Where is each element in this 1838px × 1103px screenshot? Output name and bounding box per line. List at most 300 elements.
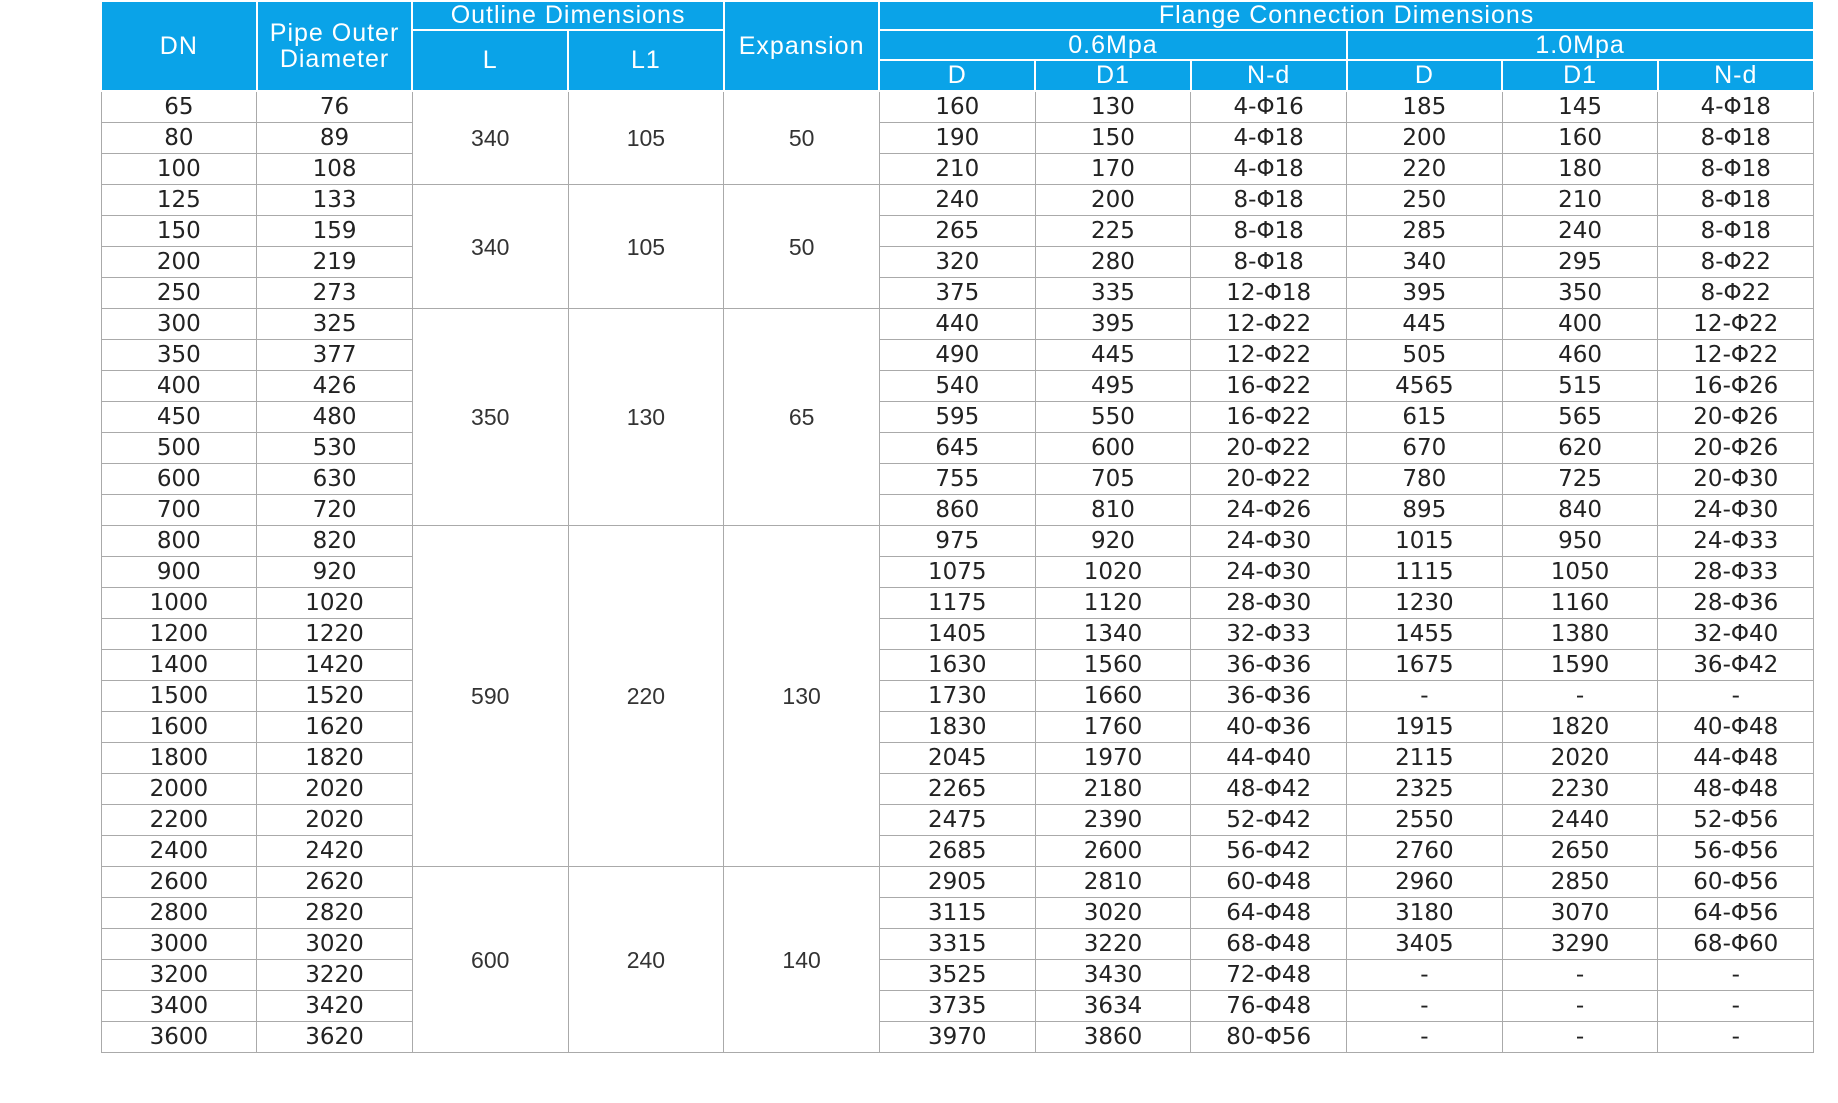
table-body <box>101 91 1814 1053</box>
cell-d1-1-0mpa: 2440 <box>1502 805 1658 836</box>
cell-dn: 100 <box>101 154 257 185</box>
cell-d-1-0mpa: 340 <box>1347 247 1503 278</box>
cell-d1-1-0mpa: 1820 <box>1502 712 1658 743</box>
cell-pipe-outer-diameter: 2620 <box>257 867 413 898</box>
cell-nd-0-6mpa: 48-Φ42 <box>1191 774 1347 805</box>
cell-dn: 3200 <box>101 960 257 991</box>
cell-d-1-0mpa: 1675 <box>1347 650 1503 681</box>
cell-pipe-outer-diameter: 820 <box>257 526 413 557</box>
cell-d1-1-0mpa: 400 <box>1502 309 1658 340</box>
cell-nd-0-6mpa: 24-Φ30 <box>1191 526 1347 557</box>
cell-d-0-6mpa: 2475 <box>879 805 1035 836</box>
cell-nd-0-6mpa: 32-Φ33 <box>1191 619 1347 650</box>
table-row <box>101 650 1814 681</box>
table-row <box>101 557 1814 588</box>
cell-d-0-6mpa: 595 <box>879 402 1035 433</box>
cell-d1-1-0mpa: 3070 <box>1502 898 1658 929</box>
cell-d-0-6mpa: 3525 <box>879 960 1035 991</box>
cell-d1-1-0mpa: - <box>1502 991 1658 1022</box>
cell-d-1-0mpa: 185 <box>1347 91 1503 123</box>
cell-nd-1-0mpa: - <box>1658 991 1814 1022</box>
cell-nd-1-0mpa: - <box>1658 1022 1814 1053</box>
cell-d1-0-6mpa: 600 <box>1035 433 1191 464</box>
cell-d1-0-6mpa: 495 <box>1035 371 1191 402</box>
cell-nd-1-0mpa: 20-Φ26 <box>1658 402 1814 433</box>
cell-dn: 800 <box>101 526 257 557</box>
cell-nd-1-0mpa: 8-Φ18 <box>1658 123 1814 154</box>
header-pressure-1-0mpa: 1.0Mpa <box>1347 30 1814 60</box>
cell-pipe-outer-diameter: 480 <box>257 402 413 433</box>
cell-d1-0-6mpa: 130 <box>1035 91 1191 123</box>
cell-pipe-outer-diameter: 530 <box>257 433 413 464</box>
cell-d-1-0mpa: 1115 <box>1347 557 1503 588</box>
cell-d1-1-0mpa: 350 <box>1502 278 1658 309</box>
cell-dn: 3600 <box>101 1022 257 1053</box>
header-l: L <box>412 30 568 91</box>
cell-d-0-6mpa: 190 <box>879 123 1035 154</box>
cell-d1-0-6mpa: 170 <box>1035 154 1191 185</box>
cell-d1-1-0mpa: 180 <box>1502 154 1658 185</box>
cell-d-1-0mpa: - <box>1347 960 1503 991</box>
cell-dn: 450 <box>101 402 257 433</box>
cell-dn: 900 <box>101 557 257 588</box>
cell-pipe-outer-diameter: 920 <box>257 557 413 588</box>
cell-nd-0-6mpa: 8-Φ18 <box>1191 185 1347 216</box>
table-row <box>101 309 1814 340</box>
cell-pipe-outer-diameter: 3020 <box>257 929 413 960</box>
cell-dn: 1500 <box>101 681 257 712</box>
cell-dn: 2200 <box>101 805 257 836</box>
cell-pipe-outer-diameter: 1820 <box>257 743 413 774</box>
cell-l: 340 <box>412 185 568 309</box>
cell-pipe-outer-diameter: 1620 <box>257 712 413 743</box>
cell-d1-0-6mpa: 705 <box>1035 464 1191 495</box>
header-d1-1-0: D1 <box>1502 60 1658 91</box>
cell-l1: 130 <box>568 309 724 526</box>
cell-nd-0-6mpa: 4-Φ18 <box>1191 123 1347 154</box>
cell-d-0-6mpa: 375 <box>879 278 1035 309</box>
cell-expansion: 140 <box>724 867 880 1053</box>
cell-d1-1-0mpa: 295 <box>1502 247 1658 278</box>
cell-pipe-outer-diameter: 108 <box>257 154 413 185</box>
cell-d1-0-6mpa: 920 <box>1035 526 1191 557</box>
cell-l: 340 <box>412 91 568 185</box>
cell-dn: 3000 <box>101 929 257 960</box>
table-row <box>101 464 1814 495</box>
cell-pipe-outer-diameter: 2820 <box>257 898 413 929</box>
cell-d-1-0mpa: - <box>1347 991 1503 1022</box>
cell-nd-0-6mpa: 8-Φ18 <box>1191 216 1347 247</box>
cell-d1-1-0mpa: 565 <box>1502 402 1658 433</box>
table-header <box>101 1 1814 91</box>
cell-nd-1-0mpa: 28-Φ33 <box>1658 557 1814 588</box>
header-outline-dimensions: Outline Dimensions <box>412 1 723 30</box>
table-row <box>101 805 1814 836</box>
cell-nd-1-0mpa: 8-Φ22 <box>1658 247 1814 278</box>
cell-nd-1-0mpa: 24-Φ33 <box>1658 526 1814 557</box>
cell-l1: 105 <box>568 185 724 309</box>
cell-d1-1-0mpa: 460 <box>1502 340 1658 371</box>
cell-dn: 125 <box>101 185 257 216</box>
cell-d1-0-6mpa: 3220 <box>1035 929 1191 960</box>
cell-d1-0-6mpa: 3430 <box>1035 960 1191 991</box>
cell-d1-0-6mpa: 1120 <box>1035 588 1191 619</box>
cell-d-0-6mpa: 2685 <box>879 836 1035 867</box>
cell-d1-1-0mpa: 620 <box>1502 433 1658 464</box>
cell-d-0-6mpa: 3315 <box>879 929 1035 960</box>
cell-pipe-outer-diameter: 630 <box>257 464 413 495</box>
cell-nd-0-6mpa: 68-Φ48 <box>1191 929 1347 960</box>
cell-d1-0-6mpa: 2600 <box>1035 836 1191 867</box>
cell-d-0-6mpa: 1630 <box>879 650 1035 681</box>
cell-d-1-0mpa: 445 <box>1347 309 1503 340</box>
cell-expansion: 50 <box>724 91 880 185</box>
cell-dn: 80 <box>101 123 257 154</box>
cell-d1-1-0mpa: - <box>1502 1022 1658 1053</box>
cell-d-0-6mpa: 490 <box>879 340 1035 371</box>
cell-pipe-outer-diameter: 377 <box>257 340 413 371</box>
header-flange-connection-dimensions: Flange Connection Dimensions <box>879 1 1813 30</box>
cell-d1-0-6mpa: 3634 <box>1035 991 1191 1022</box>
cell-d1-1-0mpa: 840 <box>1502 495 1658 526</box>
cell-d-0-6mpa: 860 <box>879 495 1035 526</box>
table-row <box>101 340 1814 371</box>
cell-dn: 1600 <box>101 712 257 743</box>
cell-dn: 400 <box>101 371 257 402</box>
header-d-0-6: D <box>879 60 1035 91</box>
cell-d1-1-0mpa: 1380 <box>1502 619 1658 650</box>
cell-nd-0-6mpa: 44-Φ40 <box>1191 743 1347 774</box>
cell-pipe-outer-diameter: 1020 <box>257 588 413 619</box>
cell-d-0-6mpa: 210 <box>879 154 1035 185</box>
table-row <box>101 743 1814 774</box>
table-row <box>101 123 1814 154</box>
cell-d-1-0mpa: 1455 <box>1347 619 1503 650</box>
cell-nd-1-0mpa: 16-Φ26 <box>1658 371 1814 402</box>
header-dn: DN <box>101 1 257 91</box>
cell-nd-0-6mpa: 24-Φ26 <box>1191 495 1347 526</box>
cell-expansion: 65 <box>724 309 880 526</box>
cell-nd-1-0mpa: 12-Φ22 <box>1658 309 1814 340</box>
cell-d1-0-6mpa: 445 <box>1035 340 1191 371</box>
cell-expansion: 50 <box>724 185 880 309</box>
header-expansion: Expansion <box>724 1 880 91</box>
cell-nd-1-0mpa: 40-Φ48 <box>1658 712 1814 743</box>
cell-nd-1-0mpa: 44-Φ48 <box>1658 743 1814 774</box>
cell-nd-0-6mpa: 12-Φ22 <box>1191 309 1347 340</box>
cell-d-0-6mpa: 1075 <box>879 557 1035 588</box>
table-row <box>101 774 1814 805</box>
table-row <box>101 185 1814 216</box>
cell-d-1-0mpa: 2325 <box>1347 774 1503 805</box>
cell-dn: 65 <box>101 91 257 123</box>
cell-d-0-6mpa: 975 <box>879 526 1035 557</box>
cell-d-1-0mpa: 615 <box>1347 402 1503 433</box>
cell-l1: 105 <box>568 91 724 185</box>
table-row <box>101 836 1814 867</box>
cell-d-0-6mpa: 160 <box>879 91 1035 123</box>
cell-d1-1-0mpa: 3290 <box>1502 929 1658 960</box>
header-nd-0-6: N-d <box>1191 60 1347 91</box>
cell-nd-1-0mpa: 48-Φ48 <box>1658 774 1814 805</box>
cell-nd-1-0mpa: 8-Φ22 <box>1658 278 1814 309</box>
cell-d-0-6mpa: 3970 <box>879 1022 1035 1053</box>
cell-l1: 220 <box>568 526 724 867</box>
header-d-1-0: D <box>1347 60 1503 91</box>
cell-pipe-outer-diameter: 1520 <box>257 681 413 712</box>
cell-d-1-0mpa: 2960 <box>1347 867 1503 898</box>
table-row <box>101 216 1814 247</box>
cell-d-0-6mpa: 2905 <box>879 867 1035 898</box>
cell-pipe-outer-diameter: 219 <box>257 247 413 278</box>
cell-pipe-outer-diameter: 76 <box>257 91 413 123</box>
cell-nd-1-0mpa: - <box>1658 960 1814 991</box>
cell-d1-0-6mpa: 550 <box>1035 402 1191 433</box>
cell-d-1-0mpa: 1915 <box>1347 712 1503 743</box>
cell-dn: 700 <box>101 495 257 526</box>
cell-nd-0-6mpa: 12-Φ22 <box>1191 340 1347 371</box>
cell-pipe-outer-diameter: 325 <box>257 309 413 340</box>
cell-l1: 240 <box>568 867 724 1053</box>
cell-d1-1-0mpa: 210 <box>1502 185 1658 216</box>
cell-d-1-0mpa: 2760 <box>1347 836 1503 867</box>
cell-d-0-6mpa: 240 <box>879 185 1035 216</box>
cell-dn: 300 <box>101 309 257 340</box>
cell-d1-1-0mpa: 1160 <box>1502 588 1658 619</box>
cell-d-0-6mpa: 1830 <box>879 712 1035 743</box>
cell-nd-1-0mpa: 24-Φ30 <box>1658 495 1814 526</box>
cell-dn: 200 <box>101 247 257 278</box>
table-row <box>101 278 1814 309</box>
cell-nd-1-0mpa: 20-Φ30 <box>1658 464 1814 495</box>
table-row <box>101 154 1814 185</box>
cell-nd-1-0mpa: 8-Φ18 <box>1658 154 1814 185</box>
cell-pipe-outer-diameter: 3420 <box>257 991 413 1022</box>
cell-nd-0-6mpa: 4-Φ16 <box>1191 91 1347 123</box>
cell-nd-0-6mpa: 16-Φ22 <box>1191 402 1347 433</box>
cell-d1-1-0mpa: 2650 <box>1502 836 1658 867</box>
table-row <box>101 929 1814 960</box>
cell-d1-0-6mpa: 810 <box>1035 495 1191 526</box>
cell-pipe-outer-diameter: 159 <box>257 216 413 247</box>
cell-nd-1-0mpa: 52-Φ56 <box>1658 805 1814 836</box>
cell-dn: 250 <box>101 278 257 309</box>
header-pipe-outer-diameter: Pipe Outer Diameter <box>257 1 413 91</box>
cell-nd-1-0mpa: 8-Φ18 <box>1658 216 1814 247</box>
table-row <box>101 712 1814 743</box>
cell-dn: 150 <box>101 216 257 247</box>
cell-d1-1-0mpa: 2850 <box>1502 867 1658 898</box>
cell-d1-0-6mpa: 280 <box>1035 247 1191 278</box>
cell-d1-0-6mpa: 2810 <box>1035 867 1191 898</box>
cell-d-1-0mpa: 2550 <box>1347 805 1503 836</box>
cell-nd-0-6mpa: 28-Φ30 <box>1191 588 1347 619</box>
cell-pipe-outer-diameter: 3620 <box>257 1022 413 1053</box>
cell-d-1-0mpa: 1015 <box>1347 526 1503 557</box>
cell-d1-0-6mpa: 200 <box>1035 185 1191 216</box>
cell-nd-1-0mpa: - <box>1658 681 1814 712</box>
cell-nd-0-6mpa: 60-Φ48 <box>1191 867 1347 898</box>
cell-dn: 1000 <box>101 588 257 619</box>
cell-d-0-6mpa: 2045 <box>879 743 1035 774</box>
cell-dn: 2600 <box>101 867 257 898</box>
table-row <box>101 619 1814 650</box>
cell-d-0-6mpa: 3735 <box>879 991 1035 1022</box>
cell-nd-1-0mpa: 12-Φ22 <box>1658 340 1814 371</box>
header-l1: L1 <box>568 30 724 91</box>
cell-d-1-0mpa: 250 <box>1347 185 1503 216</box>
table-row <box>101 1022 1814 1053</box>
cell-dn: 3400 <box>101 991 257 1022</box>
cell-d-0-6mpa: 440 <box>879 309 1035 340</box>
cell-nd-1-0mpa: 28-Φ36 <box>1658 588 1814 619</box>
cell-d-1-0mpa: 1230 <box>1347 588 1503 619</box>
cell-d-1-0mpa: 395 <box>1347 278 1503 309</box>
table-row <box>101 433 1814 464</box>
cell-d1-1-0mpa: 950 <box>1502 526 1658 557</box>
cell-d1-0-6mpa: 335 <box>1035 278 1191 309</box>
cell-d1-0-6mpa: 3020 <box>1035 898 1191 929</box>
cell-d1-0-6mpa: 395 <box>1035 309 1191 340</box>
cell-nd-0-6mpa: 80-Φ56 <box>1191 1022 1347 1053</box>
cell-d-0-6mpa: 265 <box>879 216 1035 247</box>
cell-nd-1-0mpa: 4-Φ18 <box>1658 91 1814 123</box>
cell-dn: 350 <box>101 340 257 371</box>
cell-d1-0-6mpa: 225 <box>1035 216 1191 247</box>
cell-d-0-6mpa: 645 <box>879 433 1035 464</box>
cell-d1-1-0mpa: 2020 <box>1502 743 1658 774</box>
cell-d1-1-0mpa: 515 <box>1502 371 1658 402</box>
cell-d-1-0mpa: 670 <box>1347 433 1503 464</box>
table-row <box>101 91 1814 123</box>
header-nd-1-0: N-d <box>1658 60 1814 91</box>
cell-d1-1-0mpa: - <box>1502 960 1658 991</box>
cell-nd-0-6mpa: 16-Φ22 <box>1191 371 1347 402</box>
cell-d1-1-0mpa: 2230 <box>1502 774 1658 805</box>
cell-pipe-outer-diameter: 3220 <box>257 960 413 991</box>
cell-dn: 600 <box>101 464 257 495</box>
cell-nd-1-0mpa: 36-Φ42 <box>1658 650 1814 681</box>
cell-d1-1-0mpa: 1050 <box>1502 557 1658 588</box>
table-row <box>101 247 1814 278</box>
cell-dn: 1800 <box>101 743 257 774</box>
cell-d1-1-0mpa: 160 <box>1502 123 1658 154</box>
cell-d-1-0mpa: 4565 <box>1347 371 1503 402</box>
cell-pipe-outer-diameter: 2420 <box>257 836 413 867</box>
cell-d-0-6mpa: 540 <box>879 371 1035 402</box>
cell-l: 600 <box>412 867 568 1053</box>
cell-d1-0-6mpa: 1660 <box>1035 681 1191 712</box>
cell-pipe-outer-diameter: 720 <box>257 495 413 526</box>
table-row <box>101 898 1814 929</box>
cell-dn: 500 <box>101 433 257 464</box>
cell-d1-0-6mpa: 1970 <box>1035 743 1191 774</box>
table-row <box>101 681 1814 712</box>
cell-d-1-0mpa: 220 <box>1347 154 1503 185</box>
cell-nd-1-0mpa: 56-Φ56 <box>1658 836 1814 867</box>
header-d1-0-6: D1 <box>1035 60 1191 91</box>
header-pressure-0-6mpa: 0.6Mpa <box>879 30 1346 60</box>
cell-d-1-0mpa: - <box>1347 681 1503 712</box>
cell-d1-0-6mpa: 3860 <box>1035 1022 1191 1053</box>
cell-pipe-outer-diameter: 133 <box>257 185 413 216</box>
cell-pipe-outer-diameter: 273 <box>257 278 413 309</box>
cell-dn: 2400 <box>101 836 257 867</box>
cell-d1-1-0mpa: - <box>1502 681 1658 712</box>
cell-nd-1-0mpa: 68-Φ60 <box>1658 929 1814 960</box>
table-row <box>101 960 1814 991</box>
cell-d1-1-0mpa: 145 <box>1502 91 1658 123</box>
cell-d1-0-6mpa: 2390 <box>1035 805 1191 836</box>
cell-dn: 1200 <box>101 619 257 650</box>
cell-d1-0-6mpa: 1760 <box>1035 712 1191 743</box>
cell-d1-1-0mpa: 725 <box>1502 464 1658 495</box>
table-row <box>101 588 1814 619</box>
table-row <box>101 526 1814 557</box>
cell-nd-0-6mpa: 36-Φ36 <box>1191 650 1347 681</box>
cell-l: 590 <box>412 526 568 867</box>
cell-d-1-0mpa: 3405 <box>1347 929 1503 960</box>
cell-nd-0-6mpa: 20-Φ22 <box>1191 464 1347 495</box>
cell-d1-0-6mpa: 1020 <box>1035 557 1191 588</box>
cell-d-0-6mpa: 3115 <box>879 898 1035 929</box>
cell-d1-0-6mpa: 1340 <box>1035 619 1191 650</box>
cell-nd-1-0mpa: 8-Φ18 <box>1658 185 1814 216</box>
cell-d-0-6mpa: 1730 <box>879 681 1035 712</box>
cell-nd-0-6mpa: 4-Φ18 <box>1191 154 1347 185</box>
cell-dn: 2000 <box>101 774 257 805</box>
cell-dn: 2800 <box>101 898 257 929</box>
cell-nd-0-6mpa: 12-Φ18 <box>1191 278 1347 309</box>
cell-d-1-0mpa: 895 <box>1347 495 1503 526</box>
cell-expansion: 130 <box>724 526 880 867</box>
cell-dn: 1400 <box>101 650 257 681</box>
cell-nd-0-6mpa: 24-Φ30 <box>1191 557 1347 588</box>
table-row <box>101 371 1814 402</box>
cell-nd-0-6mpa: 56-Φ42 <box>1191 836 1347 867</box>
cell-pipe-outer-diameter: 2020 <box>257 774 413 805</box>
cell-pipe-outer-diameter: 426 <box>257 371 413 402</box>
cell-nd-1-0mpa: 20-Φ26 <box>1658 433 1814 464</box>
cell-d1-0-6mpa: 1560 <box>1035 650 1191 681</box>
cell-nd-0-6mpa: 40-Φ36 <box>1191 712 1347 743</box>
cell-nd-1-0mpa: 32-Φ40 <box>1658 619 1814 650</box>
cell-d-1-0mpa: 3180 <box>1347 898 1503 929</box>
cell-d-0-6mpa: 1405 <box>879 619 1035 650</box>
cell-pipe-outer-diameter: 2020 <box>257 805 413 836</box>
cell-d-1-0mpa: 2115 <box>1347 743 1503 774</box>
cell-nd-0-6mpa: 64-Φ48 <box>1191 898 1347 929</box>
cell-nd-0-6mpa: 36-Φ36 <box>1191 681 1347 712</box>
cell-d-1-0mpa: - <box>1347 1022 1503 1053</box>
cell-d-1-0mpa: 285 <box>1347 216 1503 247</box>
cell-d-0-6mpa: 755 <box>879 464 1035 495</box>
cell-nd-0-6mpa: 76-Φ48 <box>1191 991 1347 1022</box>
cell-nd-0-6mpa: 52-Φ42 <box>1191 805 1347 836</box>
table-row <box>101 991 1814 1022</box>
cell-d1-0-6mpa: 150 <box>1035 123 1191 154</box>
flange-dimensions-table <box>100 0 1815 1053</box>
table-row <box>101 402 1814 433</box>
cell-d1-1-0mpa: 240 <box>1502 216 1658 247</box>
cell-nd-0-6mpa: 20-Φ22 <box>1191 433 1347 464</box>
table-row <box>101 495 1814 526</box>
cell-d-0-6mpa: 2265 <box>879 774 1035 805</box>
cell-pipe-outer-diameter: 1220 <box>257 619 413 650</box>
cell-d-1-0mpa: 505 <box>1347 340 1503 371</box>
cell-d-0-6mpa: 1175 <box>879 588 1035 619</box>
cell-d-0-6mpa: 320 <box>879 247 1035 278</box>
